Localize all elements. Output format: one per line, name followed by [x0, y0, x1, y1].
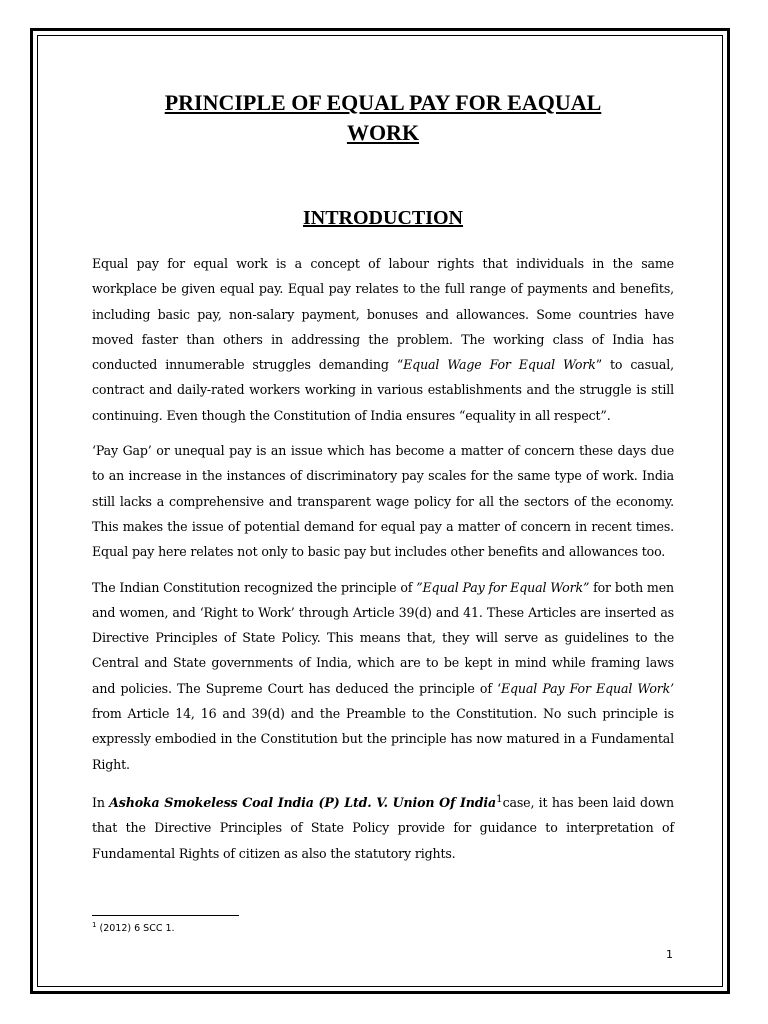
paragraph-2: ‘Pay Gap’ or unequal pay is an issue which has become a matter of concern these days due to an increase in the instances of discriminatory pay scales for the same type of work. India still lacks a comprehensive and transparent wage policy for all the sectors of the economy. This makes the issue of potential demand for equal pay a matter of concern in recent times. Equal pay here relates not only to basic pay but includes other benefits and allowances too.	[92, 443, 674, 560]
paragraph-1	[92, 251, 674, 428]
document-body	[92, 88, 674, 876]
p1-text-b: ” to casual, contract and daily-rated workers working in various establishments and the struggle is still continuing. Even though the Constitution of India ensures “equality in all respect”.	[92, 357, 674, 423]
p3-italic-2: Equal Pay For Equal Work’	[500, 680, 674, 696]
p3-italic-1: ”Equal Pay for Equal Work”	[416, 579, 590, 595]
title-line-1: PRINCIPLE OF EQUAL PAY FOR EAQUAL	[164, 90, 602, 115]
p3-text-b: for both men and women, and ‘Right to Work’ through Article 39(d) and 41. These Articles are inserted as Directive Principles of State Policy. This means that, they will serve as guidelines to the Central and State governments of India, which are to be kept in mind while framing laws and policies. The Supreme Court has deduced the principle of ‘	[92, 579, 674, 696]
footnote-text: (2012) 6 SCC 1.	[96, 923, 175, 935]
p4-text-b: case, it has been laid down that the Directive Principles of State Policy provide for guidance to interpretation of Fundamental Rights of citizen as also the statutory rights.	[92, 795, 674, 861]
document-title	[92, 88, 674, 148]
section-heading-introduction: INTRODUCTION	[302, 207, 464, 229]
title-line-2: WORK	[346, 120, 420, 145]
p3-text-a: The Indian Constitution recognized the principle of	[92, 579, 417, 595]
p1-italic: Equal Wage For Equal Work	[403, 357, 596, 373]
paragraph-4	[92, 787, 674, 866]
footnote-marker: 1	[92, 921, 97, 929]
page-number: 1	[666, 948, 673, 961]
footnote	[92, 921, 175, 934]
p4-text-a: In	[92, 795, 110, 811]
paragraph-3	[92, 575, 674, 777]
p4-case-name: Ashoka Smokeless Coal India (P) Ltd. V. Union Of India	[109, 795, 497, 811]
p3-text-c: from Article 14, 16 and 39(d) and the Preamble to the Constitution. No such principle is expressly embodied in the Constitution but the principle has now matured in a Fundamental Right.	[92, 706, 674, 772]
footnote-reference[interactable]: 1	[496, 792, 503, 805]
p1-text-a: Equal pay for equal work is a concept of labour rights that individuals in the same workplace be given equal pay. Equal pay relates to the full range of payments and benefits, including basic pay, non-salary payment, bonuses and allowances. Some countries have moved faster than others in addressing the problem. The working class of India has conducted innumerable struggles demanding “	[92, 256, 674, 373]
footnote-separator	[92, 915, 239, 916]
